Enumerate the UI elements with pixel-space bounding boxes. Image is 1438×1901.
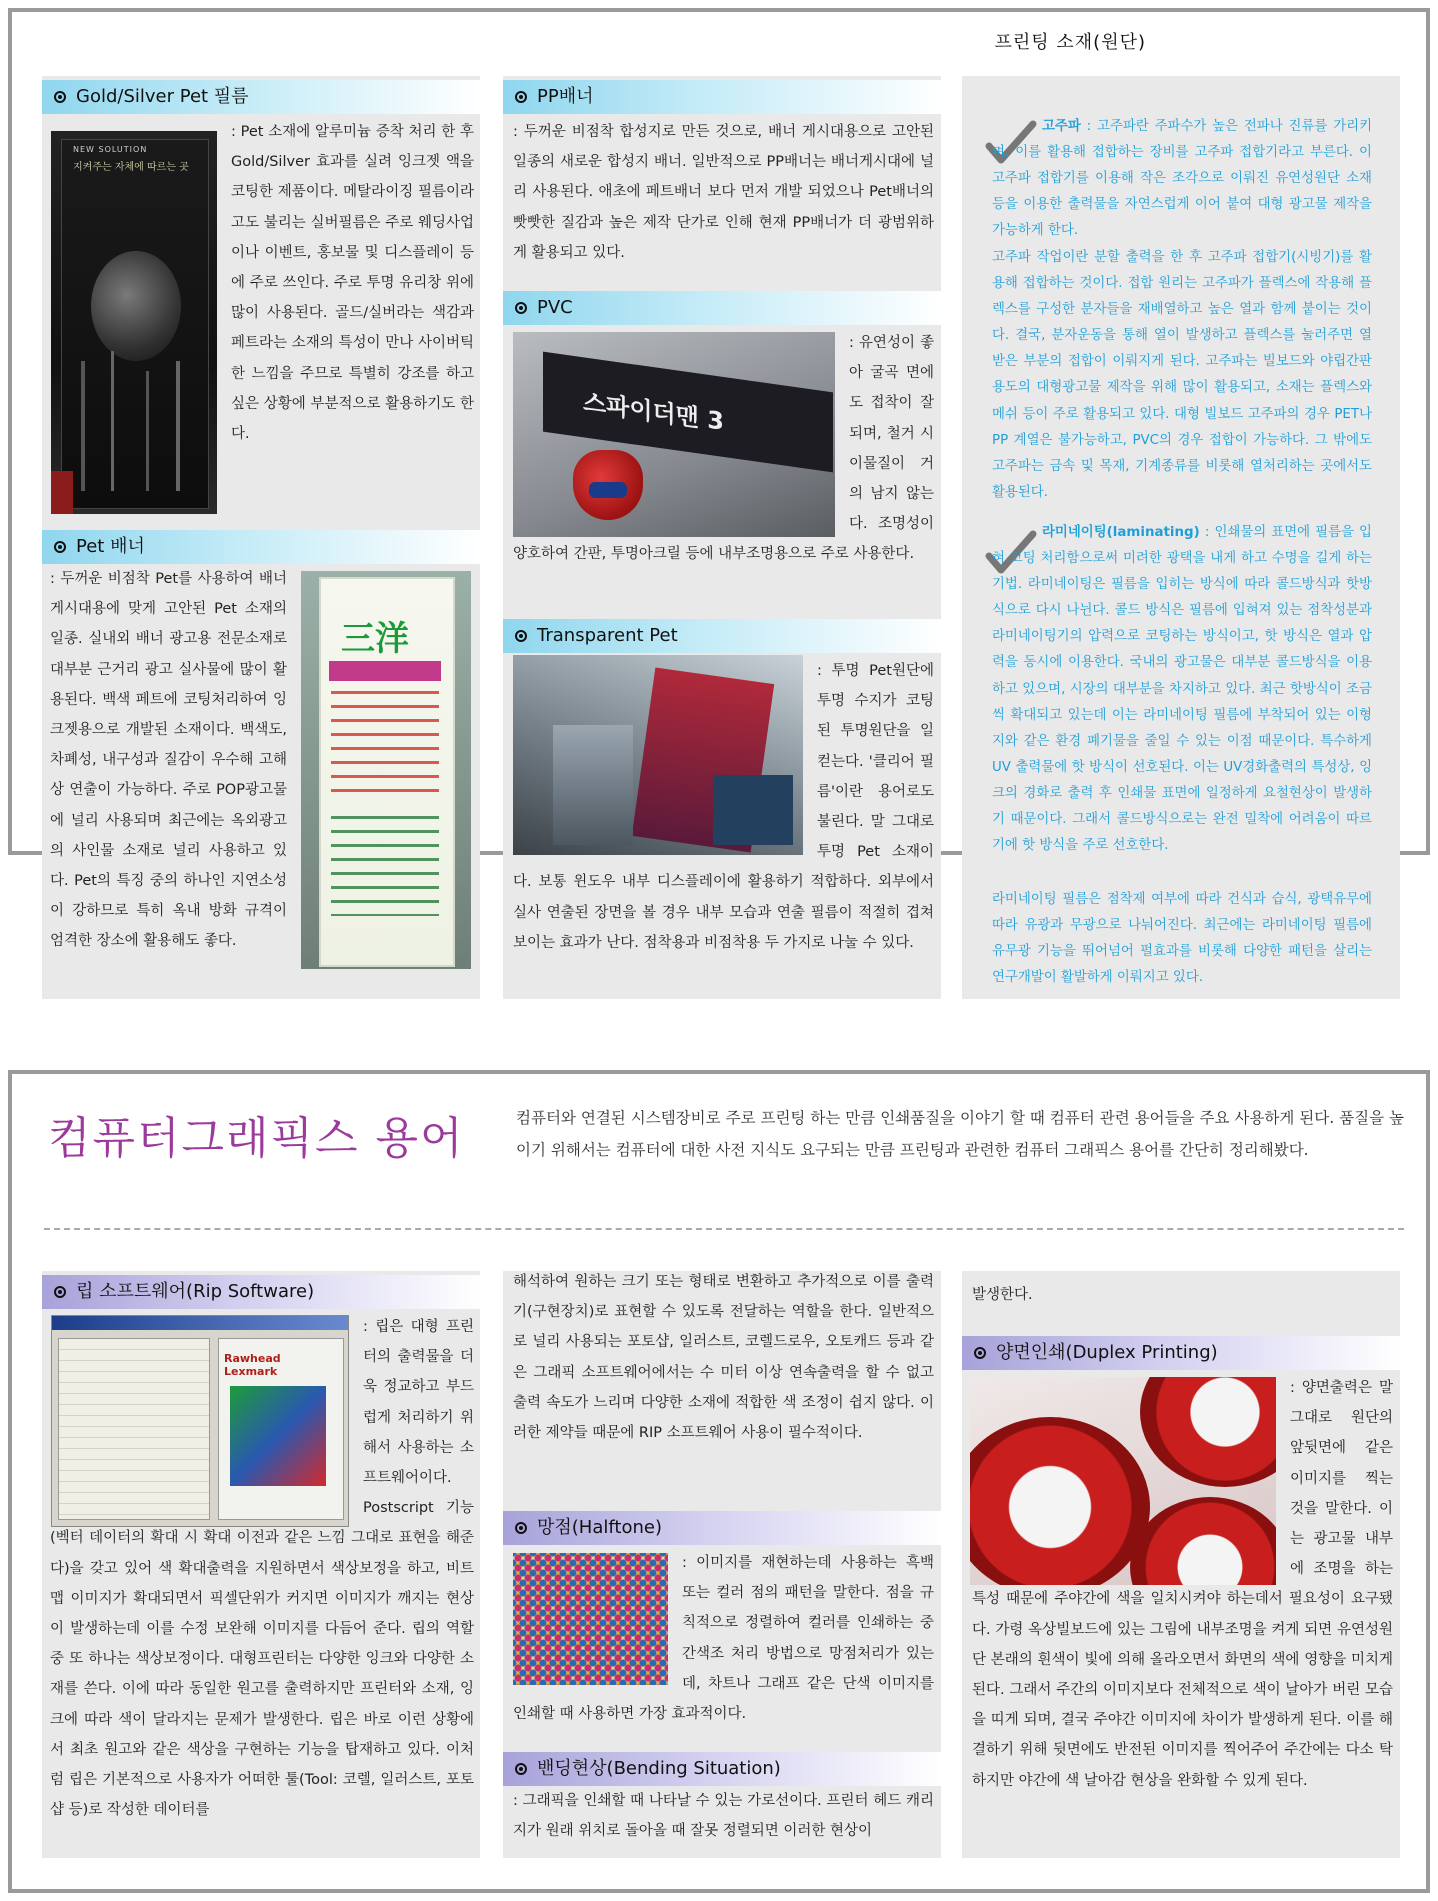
photo-sign-text: 스파이더맨 3 (583, 388, 724, 436)
section-title: 양면인쇄(Duplex Printing) (996, 1342, 1218, 1363)
section-header-pvc (503, 291, 941, 325)
photo-sign-text: 지켜주는 자체에 따르는 곳 (73, 162, 189, 173)
transparent-pet-text: : 투명 Pet원단에 투명 수지가 코팅된 투명원단을 일컫는다. '클리어 필름'이란 용어로도 불린다. 말 그대로 투명 Pet 소재이다. 보통 윈도우 내부 디스플레이에 활용하기 적합하다. 외부에서 실사 연출된 장면을 볼 경우 내부 모습과 연출 필름이 적절히 겹쳐 보이는 효과가 난다. 점착용과 비점착용 두 가지로 나눌 수 있다. (513, 663, 934, 951)
pet-banner-text: : 두꺼운 비점착 Pet를 사용하여 배너 게시대용에 맞게 고안된 Pet 소재의 일종. 실내외 배너 광고용 전문소재로 대부분 근거리 광고 실사물에 많이 활용된다. 백색 페트에 코팅처리하여 잉크젯용으로 개발된 소재이다. 백색도, 차폐성, 내구성과 질감이 우수해 고해상 연출이 가능하다. 주로 POP광고물에 널리 사용되며 최근에는 옥외광고의 사인물 소재로 널리 사용하고 있다. Pet의 특징 중의 하나인 지연소성이 강하므로 특히 옥내 방화 규격이 엄격한 장소에 활용해도 좋다. (50, 571, 287, 950)
bullet-icon (515, 1763, 527, 1775)
section-header-pet-banner (42, 530, 480, 564)
lamination-text2: 라미네이팅 필름은 점착제 여부에 따라 건식과 습식, 광택유무에 따라 유광과 무광으로 나눠어진다. 최근에는 라미네이팅 필름에 유무광 기능을 뛰어넘어 펄효과를 비롯해 다양한 패턴을 살리는 연구개발이 활발하게 이뤄지고 있다. (992, 892, 1372, 986)
section-title: PVC (537, 297, 573, 318)
bullet-icon (515, 91, 527, 103)
bullet-icon (54, 1286, 66, 1298)
gojupa-text2: 고주파 작업이란 분할 출력을 한 후 고주파 접합기(시빙기)를 활용해 접합하는 것이다. 접합 원리는 고주파가 플렉스에 작용해 플렉스를 구성한 분자들을 재배열하고 높은 열과 함께 붙이는 것이다. 결국, 분자운동을 통해 열이 발생하고 플렉스를 눌러주면 열 받은 부분의 접합이 이뤄지게 된다. 고주파는 빌보드와 야립간판 용도의 대형광고물 제작을 위해 많이 활용되고, 소재는 플렉스와 메쉬 등이 주로 활용되고 있다. 대형 빌보드 고주파의 경우 PET나 PP 계열은 불가능하고, PVC의 경우 접합이 가능하다. 그 밖에도 고주파는 금속 및 목재, 기계종류를 비롯해 열처리하는 곳에서도 활용된다. (992, 250, 1372, 500)
section-title: Pet 배너 (76, 536, 145, 557)
bullet-icon (515, 630, 527, 642)
halftone-text: : 이미지를 재현하는데 사용하는 흑백 또는 컬러 점의 패턴을 말한다. 점을 규칙적으로 정렬하여 컬러를 인쇄하는 중간색조 처리 방법으로 망점처리가 있는데, 차트나 그래프 같은 단색 이미지를 인쇄할 때 사용하면 가장 효과적이다. (513, 1555, 934, 1723)
bullet-icon (974, 1347, 986, 1359)
lamination-keyword: 라미네이팅(laminating) (1042, 525, 1200, 540)
page-title: 컴퓨터그래픽스 용어 (48, 1113, 465, 1164)
bullet-icon (515, 1522, 527, 1534)
section-title: 망점(Halftone) (537, 1517, 662, 1538)
bullet-icon (515, 302, 527, 314)
gojupa-text: : 고주파란 주파수가 높은 전파나 진류를 가리키며, 이를 활용해 접합하는 장비를 고주파 접합기라고 부른다. 이 고주파 접합기를 이용해 작은 조각으로 이뤄진 유연성원단 소재 등을 이용한 출력물을 자연스럽게 이어 붙여 대형 광고물 제작을 가능하게 한다. (992, 119, 1372, 239)
pp-banner-text: : 두꺼운 비점착 합성지로 만든 것으로, 배너 게시대용으로 고안된 일종의 새로운 합성지 배너. 일반적으로 PP배너는 배너게시대에 널리 사용된다. 애초에 페트배너 보다 먼저 개발 되었으나 Pet배너의 빳빳한 질감과 높은 제작 단가로 인해 현재 PP배너가 더 광범위하게 활용되고 있다. (513, 124, 934, 261)
banding-text: : 그래픽을 인쇄할 때 나타날 수 있는 가로선이다. 프린터 헤드 캐리지가 원래 위치로 돌아올 때 잘못 정렬되면 이러한 현상이 (513, 1793, 934, 1840)
rip-text: : 립은 대형 프린터의 출력물을 더욱 정교하고 부드럽게 처리하기 위해서 사용하는 소프트웨어이다. Postscript 기능(벡터 데이터의 확대 시 확대 이전과 같은 느낌 그대로 표현을 해준다)을 갖고 있어 색 확대출력을 지원하면서 색상보정을 하고, 비트맵 이미지가 확대되면서 픽셀단위가 커지면 이미지가 깨지는 현상이 발생하는데 이를 수정 보완해 이미지를 다듬어 준다. 립의 역할 중 또 하나는 색상보정이다. 대형프린터는 다양한 잉크와 다양한 소재를 쓴다. 이에 따라 동일한 원고를 출력하지만 프린터와 소재, 잉크에 따라 색이 달라지는 문제가 발생한다. 립은 바로 이런 상황에서 최초 원고와 같은 색상을 구현하는 기능을 탑재하고 있다. 이처럼 립은 기본적으로 사용자가 어떠한 툴(Tool: 코렐, 일러스트, 포토샵 등)로 작성한 데이터를 (50, 1319, 474, 1819)
photo-sign-text: NEW SOLUTION (73, 145, 148, 154)
gojupa-keyword: 고주파 (1042, 119, 1081, 134)
pvc-text: : 유연성이 좋아 굴곡 면에도 접착이 잘되며, 철거 시 이물질이 거의 남지 않는다. 조명성이 양호하여 간판, 투명아크릴 등에 내부조명용으로 주로 사용한다. (513, 335, 934, 563)
photo-sign-text: Rawhead Lexmark (224, 1352, 281, 1378)
section-header-pp-banner (503, 80, 941, 114)
divider (44, 1228, 1404, 1230)
lamination-definition (992, 520, 1372, 859)
gojupa-definition (992, 114, 1372, 244)
pet-banner-photo (301, 571, 471, 969)
category-header: 프린팅 소재(원단) (994, 32, 1146, 53)
section-header-transparent-pet (503, 619, 941, 653)
section-title: Transparent Pet (537, 625, 678, 646)
duplex-text: : 양면출력은 말 그대로 원단의 앞뒷면에 같은 이미지를 찍는 것을 말한다. 이는 광고물 내부에 조명을 하는 특성 때문에 주야간에 색을 일치시켜야 하는데서 필요성이 요구됐다. 가령 옥상빌보드에 있는 그림에 내부조명을 켜게 되면 유연성원단 본래의 흰색이 빛에 의해 올라오면서 화면의 색에 영향을 미치게 된다. 그래서 주간의 이미지보다 전체적으로 색이 날아가 버린 모습을 띠게 되며, 결국 주야간 이미지에 차이가 발생하게 된다. 이를 해결하기 위해 뒷면에도 반전된 이미지를 찍어주어 주간에는 다소 탁하지만 야간에 색 날아감 현상을 완화할 수 있게 된다. (972, 1380, 1393, 1789)
section-title: 밴딩현상(Bending Situation) (537, 1758, 781, 1779)
bullet-icon (54, 541, 66, 553)
photo-sign-text: 三洋 (341, 619, 409, 659)
section-header-duplex (962, 1336, 1400, 1370)
section-header-gold-silver (42, 80, 480, 114)
lamination-text: : 인쇄물의 표면에 필름을 입혀 코팅 처리함으로써 미려한 광택을 내게 하고 수명을 길게 하는 기법. 라미네이팅은 필름을 입히는 방식에 따라 콜드방식과 핫방식으로 다시 나뉜다. 콜드 방식은 필름에 입혀져 있는 점착성분과 라미네이팅기의 압력으로 코팅하는 방식이고, 핫 방식은 열과 압력을 동시에 이용한다. 국내의 광고물은 대부분 콜드방식을 이용하고 있으며, 시장의 대부분을 차지하고 있다. 최근 핫방식이 조금씩 확대되고 있는데 이는 라미네이팅 필름에 부착되어 있는 이형지와 같은 환경 폐기물을 줄일 수 있는 이점 때문이다. 특수하게 UV 출력물에 핫 방식이 선호된다. 이는 UV경화출력의 특성상, 잉크의 경화로 출력 후 인쇄물 표면에 일정하게 요철현상이 발생하기 때문이다. 그래서 콜드방식으로는 완전 밀착에 어려움이 따르기에 핫 방식을 주로 선호한다. (992, 525, 1372, 854)
section-header-banding (503, 1752, 941, 1786)
section-title: Gold/Silver Pet 필름 (76, 86, 249, 107)
section-title: PP배너 (537, 86, 594, 107)
intro-text: 컴퓨터와 연결된 시스템장비로 주로 프린팅 하는 만큼 인쇄품질을 이야기 할 때 컴퓨터 관련 용어들을 주요 사용하게 된다. 품질을 높이기 위해서는 컴퓨터에 대한 사전 지식도 요구되는 만큼 프린팅과 관련한 컴퓨터 그래픽스 용어를 간단히 정리해봤다. (516, 1109, 1404, 1159)
rip-text-continued: 해석하여 원하는 크기 또는 형태로 변환하고 추가적으로 이를 출력기(구현장치)로 표현할 수 있도록 전달하는 역할을 한다. 일반적으로 널리 사용되는 포토샵, 일러스트, 코렐드로우, 오토캐드 등과 같은 그래픽 소프트웨어에서는 수 미터 이상 연속출력을 할 수 없고 출력 속도가 느리며 다양한 소재에 적합한 색 조정이 쉽지 않다. 이러한 제약들 때문에 RIP 소프트웨어 사용이 필수적이다. (513, 1274, 934, 1442)
gold-silver-text: : Pet 소재에 알루미늄 증착 처리 한 후 Gold/Silver 효과를 실려 잉크젯 액을 코팅한 제품이다. 메탈라이징 필름이라고도 불리는 실버필름은 주로 웨딩사업이나 이벤트, 홍보물 및 디스플레이 등에 주로 쓰인다. 주로 투명 유리창 위에 많이 사용된다. 골드/실버라는 색감과 페트라는 소재의 특성이 만나 사이버틱한 느낌을 주므로 특별히 강조를 하고 싶은 상황에 부분적으로 활용하기도 한다. (231, 124, 474, 443)
banding-text-continued: 발생한다. (972, 1287, 1033, 1303)
section-title: 립 소프트웨어(Rip Software) (76, 1281, 315, 1302)
section-header-rip (42, 1275, 480, 1309)
bullet-icon (54, 91, 66, 103)
section-header-halftone (503, 1511, 941, 1545)
